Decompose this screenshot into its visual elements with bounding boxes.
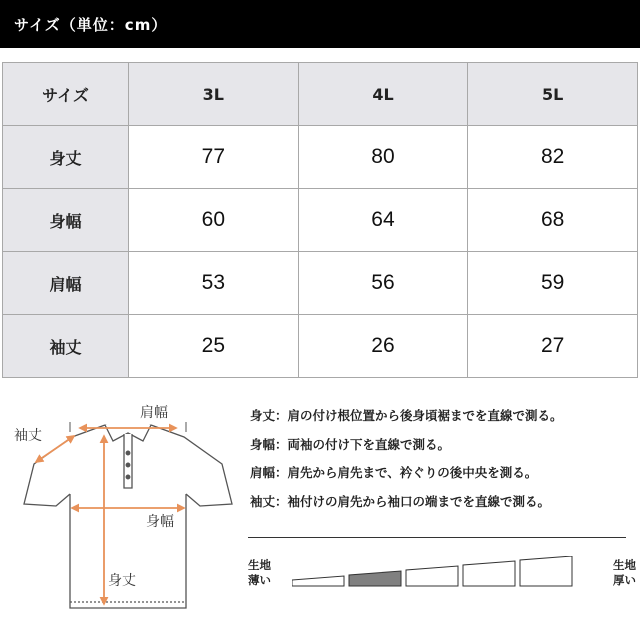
sodetake-label: 袖丈	[14, 428, 42, 444]
note-mitake: 身丈：肩の付け根位置から後身頃裾までを直線で測る。	[250, 408, 563, 423]
table-row	[3, 252, 638, 315]
table-header-row	[3, 63, 638, 126]
table-cell: 26	[298, 315, 468, 378]
table-cell: 80	[298, 126, 468, 189]
table-cell: 60	[129, 189, 299, 252]
row-header-mihaba: 身幅	[3, 189, 129, 252]
thickness-level-2	[349, 571, 401, 586]
thickness-bars	[292, 556, 582, 588]
table-cell: 82	[468, 126, 638, 189]
table-cell: 53	[129, 252, 299, 315]
header-title: サイズ（単位：cm）	[14, 15, 168, 34]
row-header-katahaba: 肩幅	[3, 252, 129, 315]
thick-label: 生地 厚い	[613, 558, 636, 587]
table-cell: 25	[129, 315, 299, 378]
mitake-label: 身丈	[108, 573, 136, 589]
note-mihaba: 身幅：両袖の付け下を直線で測る。	[250, 436, 451, 452]
thickness-level-3	[406, 566, 458, 586]
table-cell: 56	[298, 252, 468, 315]
table-cell: 64	[298, 189, 468, 252]
row-header-sodetake: 袖丈	[3, 315, 129, 378]
table-row	[3, 315, 638, 378]
mihaba-label: 身幅	[146, 514, 174, 530]
size-table	[2, 62, 638, 378]
column-header-5l: 5L	[468, 63, 638, 126]
table-cell: 77	[129, 126, 299, 189]
table-cell: 68	[468, 189, 638, 252]
katahaba-label: 肩幅	[140, 405, 168, 421]
table-corner-cell: サイズ	[3, 63, 129, 126]
table-row	[3, 189, 638, 252]
column-header-3l: 3L	[129, 63, 299, 126]
thickness-level-4	[463, 561, 515, 586]
measurement-notes	[250, 402, 635, 516]
table-cell: 59	[468, 252, 638, 315]
thin-label: 生地 薄い	[248, 558, 271, 587]
note-katahaba: 肩幅：肩先から肩先まで、衿ぐりの後中央を測る。	[250, 465, 538, 480]
page-header	[0, 0, 640, 48]
table-row	[3, 126, 638, 189]
row-header-mitake: 身丈	[3, 126, 129, 189]
fabric-thickness-scale	[248, 534, 636, 594]
polo-shirt-diagram	[0, 392, 240, 632]
table-cell: 27	[468, 315, 638, 378]
thickness-level-5	[520, 556, 572, 586]
column-header-4l: 4L	[298, 63, 468, 126]
note-sodetake: 袖丈：袖付けの肩先から袖口の端までを直線で測る。	[250, 493, 551, 509]
thickness-level-1	[292, 576, 344, 586]
